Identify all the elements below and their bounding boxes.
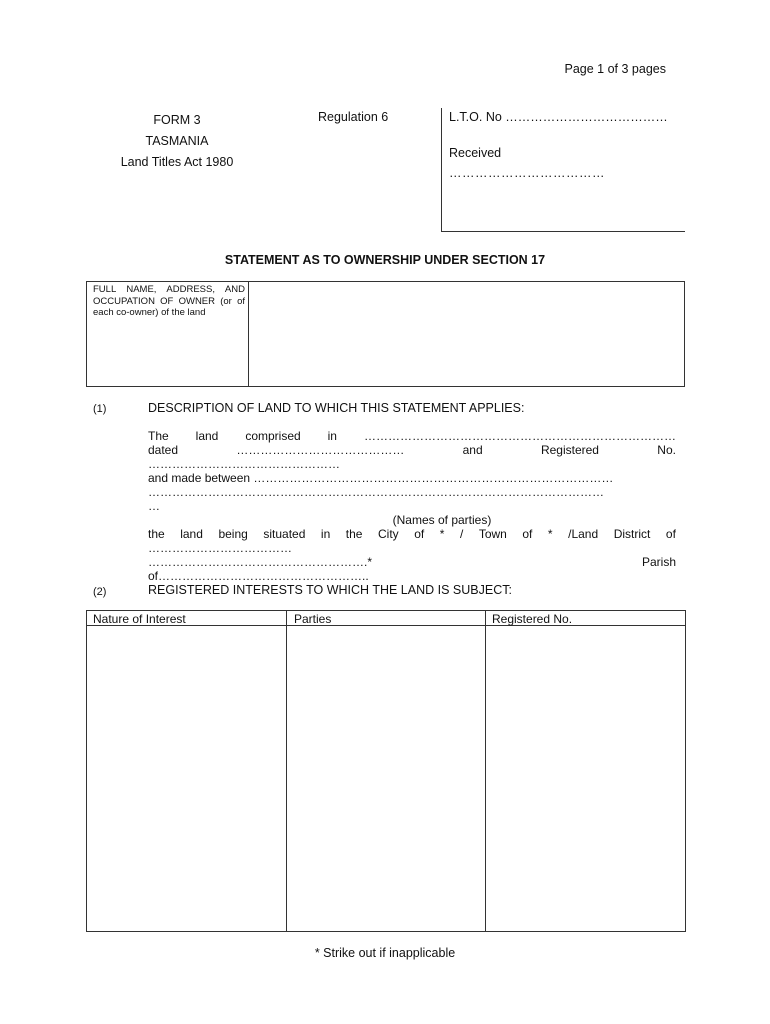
text: City — [378, 527, 399, 541]
text: /Land — [568, 527, 599, 541]
owner-divider — [248, 282, 249, 386]
section-2-number: (2) — [93, 586, 107, 598]
text: the — [345, 527, 363, 541]
situated-line — [148, 527, 676, 541]
names-of-parties-caption: (Names of parties) — [392, 513, 492, 527]
text: * — [547, 527, 553, 541]
column-divider — [485, 611, 486, 931]
made-between-line[interactable]: and made between ……………………………………………………………………………… — [148, 471, 614, 485]
text: of — [665, 527, 676, 541]
office-use-box — [441, 108, 685, 232]
registered-interests-table — [86, 610, 686, 932]
parish-line[interactable] — [148, 555, 676, 569]
text: No. — [657, 443, 676, 457]
act-name: Land Titles Act 1980 — [120, 155, 234, 169]
text: ……………………………………………….* — [148, 555, 373, 569]
regulation: Regulation 6 — [318, 110, 389, 124]
text: District — [613, 527, 651, 541]
section-2-heading: REGISTERED INTERESTS TO WHICH THE LAND IS SUBJECT: — [148, 583, 512, 597]
column-nature-of-interest: Nature of Interest — [93, 612, 186, 626]
parties-field[interactable]: …………………………………………………………………………………………………… — [148, 485, 604, 499]
lto-number-field[interactable]: L.T.O. No ………………………………… — [449, 110, 668, 124]
text: Parish — [641, 555, 676, 569]
owner-label: FULL NAME, ADDRESS, AND OCCUPATION OF OWNER (or of each co-owner) of the land — [93, 284, 245, 318]
parties-field-cont[interactable]: … — [148, 499, 160, 513]
text: dated — [148, 443, 179, 457]
state-name: TASMANIA — [145, 134, 209, 148]
text: and — [462, 443, 483, 457]
received-field[interactable]: ……………………………… — [449, 166, 605, 180]
text: …………………………………………………………………… — [363, 429, 676, 443]
text: the — [148, 527, 165, 541]
text: …………………………………… — [236, 443, 405, 457]
text: in — [327, 429, 337, 443]
text: of — [522, 527, 533, 541]
form-header — [110, 110, 244, 173]
text: Registered — [540, 443, 599, 457]
section-1-heading: DESCRIPTION OF LAND TO WHICH THIS STATEMENT APPLIES: — [148, 401, 525, 415]
text: comprised — [245, 429, 301, 443]
document-title: STATEMENT AS TO OWNERSHIP UNDER SECTION 17 — [224, 253, 546, 267]
column-divider — [286, 611, 287, 931]
text: * — [439, 527, 445, 541]
city-town-field[interactable]: ……………………………… — [148, 541, 292, 555]
received-label: Received — [449, 146, 502, 160]
dated-line[interactable] — [148, 443, 676, 457]
section-1-number: (1) — [93, 403, 107, 415]
column-parties: Parties — [294, 612, 332, 626]
text: in — [320, 527, 331, 541]
text: being — [218, 527, 248, 541]
text: of — [414, 527, 425, 541]
column-registered-no: Registered No. — [492, 612, 573, 626]
form-number: FORM 3 — [153, 113, 201, 127]
text: land — [195, 429, 219, 443]
text: situated — [263, 527, 306, 541]
text: The — [148, 429, 169, 443]
text: land — [180, 527, 203, 541]
text: Town — [478, 527, 507, 541]
footnote: * Strike out if inapplicable — [314, 946, 456, 960]
land-comprised-line[interactable] — [148, 429, 676, 443]
text: / — [459, 527, 464, 541]
page-number: Page 1 of 3 pages — [564, 62, 666, 76]
owner-box — [86, 281, 685, 387]
parish-field[interactable]: of…………………………………………….. — [148, 569, 369, 583]
registered-no-field[interactable]: ………………………………………… — [148, 457, 340, 471]
